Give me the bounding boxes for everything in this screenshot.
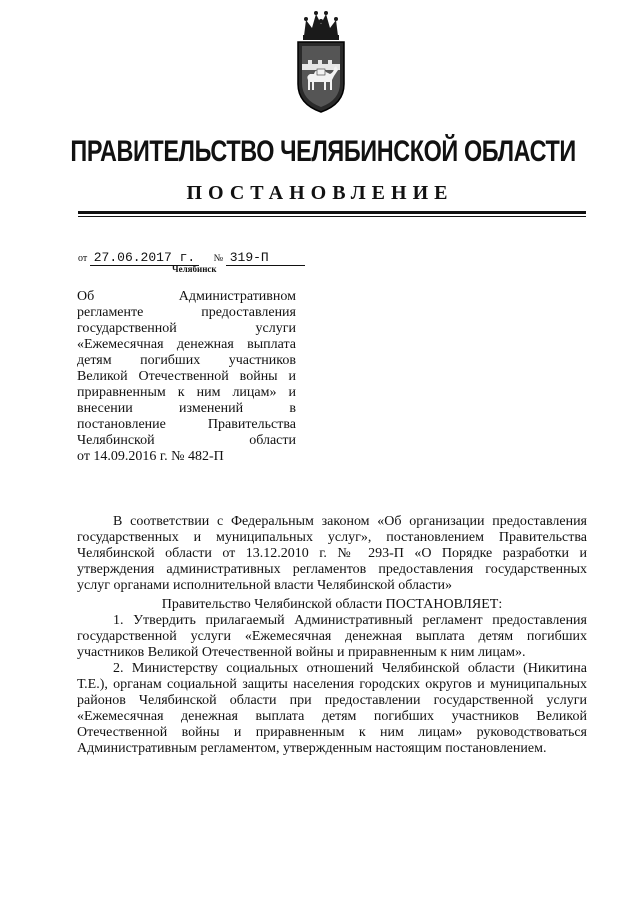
subject-line: от 14.09.2016 г. № 482-П (77, 449, 224, 464)
document-number: 319-П (226, 250, 305, 266)
subject-line: приравненным к ним лицам» и (77, 385, 296, 400)
subject-line: государственной услуги (77, 321, 296, 336)
subject-line: внесении изменений в (77, 401, 296, 416)
header-divider-thick (78, 211, 586, 214)
document-type-heading: ПОСТАНОВЛЕНИЕ (186, 182, 454, 204)
subject-line: Челябинской области (77, 433, 296, 448)
subject-line: регламенте предоставления (77, 305, 296, 320)
subject-line: Великой Отечественной войны и (77, 369, 296, 384)
date-number-line (78, 250, 305, 265)
header-divider-thin (78, 216, 586, 217)
document-date: 27.06.2017 г. (90, 250, 199, 266)
date-prefix: от (78, 253, 88, 264)
subject-line: Об Административном (77, 289, 296, 304)
coat-of-arms-icon (292, 8, 350, 116)
document-body (77, 514, 587, 757)
government-title: ПРАВИТЕЛЬСТВО ЧЕЛЯБИНСКОЙ ОБЛАСТИ (70, 135, 576, 168)
number-prefix: № (213, 253, 224, 264)
subject-line: постановление Правительства (77, 417, 296, 432)
item-1-paragraph: 1. Утвердить прилагаемый Административный регламент предоставления государственной услуги «Ежемесячная денежная выплата детям погибших участников Великой Отечественной войны и приравненным к ним лицам». (77, 613, 587, 660)
document-subject (77, 289, 296, 465)
subject-line: «Ежемесячная денежная выплата (77, 337, 296, 352)
resolve-paragraph: Правительство Челябинской области ПОСТАНОВЛЯЕТ: (161, 597, 503, 612)
item-2-paragraph: 2. Министерству социальных отношений Челябинской области (Никитина Т.Е.), органам социальной защиты населения городских округов и муниципальных районов Челябинской области при предоставлении государственной услуги «Ежемесячная денежная выплата детям погибших участников Великой Отечественной войны и приравненным к ним лицам» руководствоваться Административным регламентом, утвержденным настоящим постановлением. (77, 661, 587, 756)
subject-line: детям погибших участников (77, 353, 296, 368)
preamble-paragraph: В соответствии с Федеральным законом «Об организации предоставления государственных и муниципальных услуг», постановлением Правительства Челябинской области от 13.12.2010 г. № 293-П «О Порядке разработки и утверждения административных регламентов предоставления государственных услуг органами исполнительной власти Челябинской области» (77, 514, 587, 593)
city-name: Челябинск (172, 264, 217, 274)
